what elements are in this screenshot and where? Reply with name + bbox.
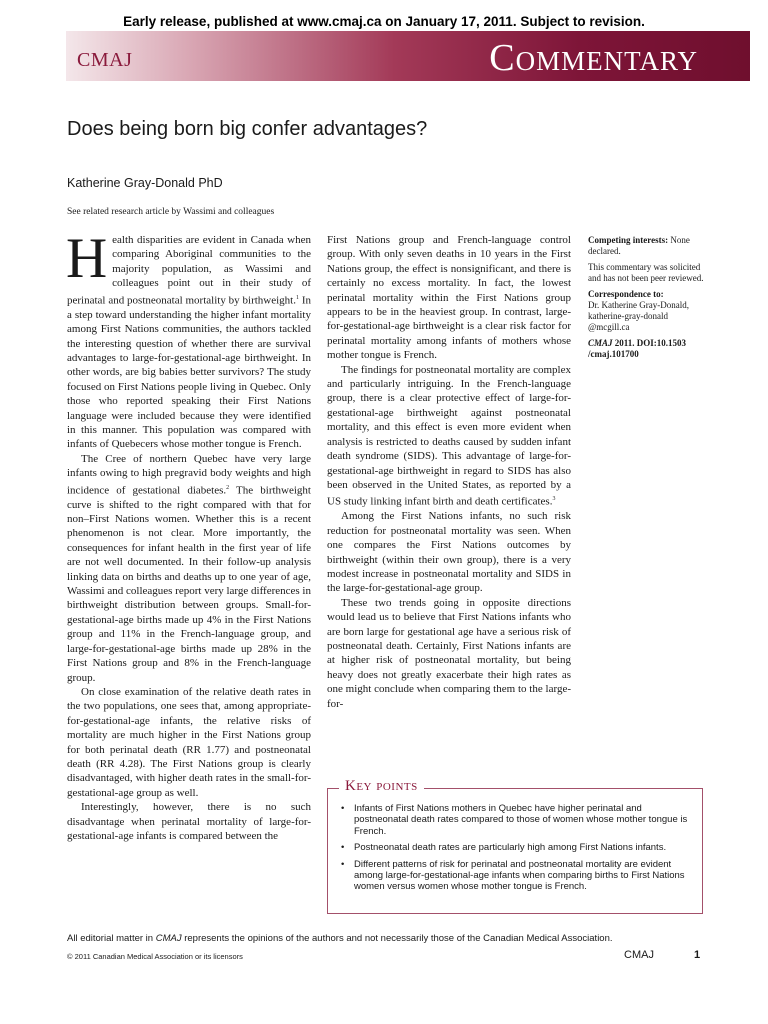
drop-cap: H <box>66 227 108 290</box>
article-sidebar <box>588 235 704 365</box>
paragraph: The findings for postneonatal mortality are complex and particularly intriguing. In the French-language group, there is a clear protective effect of large-for-gestational-age birthweight against postneonatal mortality, and this effect is even more evident when analysis is restricted to deaths caused by sudden infant death syndrome (SIDS). This advantage of large-for-gestational-age birthweight in regard to SIDS has also been observed in the United States, as reported by a US study linking infant birth and death certificates.$^3$ <box>327 363 571 508</box>
key-points-list <box>338 803 692 898</box>
paragraph: Interestingly, however, there is no such disadvantage when perinatal mortality of large-for-gestational-age infants is compared between the <box>67 801 311 842</box>
editorial-disclaimer: All editorial matter in CMAJ represents the opinions of the authors and not necessarily those of the Canadian Medical Association. <box>67 933 613 944</box>
footer-journal-name: CMAJ <box>624 949 654 961</box>
paragraph: On close examination of the relative death rates in the two populations, one sees that, among appropriate-for-gestational-age infants, the relative risks of mortality are much higher in the First Nations group for both perinatal death (RR 1.77) and postneonatal death (RR 4.28). The First Nations group is clearly disadvantaged, with higher death rates in the small-for-gestational-age group as well. <box>67 685 311 799</box>
key-points-title: Key points <box>339 778 424 795</box>
list-item: • Infants of First Nations mothers in Quebec have higher perinatal and postneonatal death rates compared to those of women whose mother tongue is French. <box>338 803 692 837</box>
paragraph: Among the First Nations infants, no such risk reduction for postneonatal mortality was seen. When one compares the First Nations outcomes by birthweight (within their own group), there is a very modest increase in postneonatal mortality and SIDS in the large-for-gestational-age group. <box>327 510 571 595</box>
correspondence: Correspondence to: Dr. Katherine Gray-Donald, katherine-gray-donald @mcgill.ca <box>588 289 689 332</box>
section-label: Commentary <box>489 37 698 79</box>
reference-marker[interactable]: 1 <box>295 294 299 301</box>
article-author: Katherine Gray-Donald PhD <box>67 176 223 190</box>
journal-logo: CMAJ <box>77 49 133 71</box>
article-title: Does being born big confer advantages? <box>67 118 428 140</box>
page-number: 1 <box>694 949 701 961</box>
paragraph: First Nations group and French-language control group. With only seven deaths in 10 years in the First Nations group, the effect is nonsignificant, and there is certainly no excess mortality. In fact, the lowest perinatal mortality within the First Nations group appears to be in the heaviest group. In contrast, large-for-gestational-age birthweight is a clear risk factor for perinatal mortality among infants of mothers whose mother tongue is French. <box>327 234 571 362</box>
body-column-2 <box>327 233 571 711</box>
list-item: • Postneonatal death rates are particularly high among First Nations infants. <box>338 842 692 853</box>
body-column-1 <box>66 227 311 843</box>
related-article-note[interactable]: See related research article by Wassimi and colleagues <box>67 207 275 217</box>
paragraph: The Cree of northern Quebec have very large infants owing to high pregravid body weights and high incidence of gestational diabetes.$^2$ The birthweight curve is shifted to the right compared with that for non–First Nations women. Whether this is a recent phenomenon is not clear. More importantly, the consequences for infant health in the first year of life are not well documented. In their follow-up analysis linking data on births and deaths up to one year of age, Wassimi and colleagues report very large differences in birthweight distribution between groups. Small-for-gestational-age births made up 4% in the First Nations group and 11% in the French-language group, and large-for-gestational-age births made up 28% in the First Nations group and 8% in the French-language group. <box>67 452 311 684</box>
paragraph: These two trends going in opposite directions would lead us to believe that First Nations infants who are born large for gestational age have a serious risk of postneonatal death. Certainly, First Nations infants are at higher risk of postneonatal mortality, but being heavy does not greatly exacerbate their high rates as one might conclude when comparing them to the large-for- <box>327 596 571 710</box>
key-points-box <box>327 778 703 914</box>
reference-marker[interactable]: 2 <box>226 484 230 491</box>
list-item: • Different patterns of risk for perinatal and postneonatal mortality are evident among large-for-gestational-age infants when comparing births to First Nations women versus women whose mother tongue is French. <box>338 859 692 893</box>
competing-interests: Competing interests: None declared. <box>588 235 690 256</box>
copyright-notice: © 2011 Canadian Medical Association or its licensors <box>67 952 243 961</box>
paragraph: Health disparities are evident in Canada when comparing Aboriginal communities to the majority population, as Wassimi and colleagues point out in their study of perinatal and postneonatal mortality by birthweight.$^1$ In a step toward understanding the higher infant mortality among First Nations communities, the authors tackled the interesting question of whether there are survival advantages to large-for-gestational-age birthweight. In other words, are big babies better survivors? The study focused on First Nations people living in Quebec. Only those who reported speaking their First Nations language were included because they were identified in this manner. This population was compared with infants of Quebecers whose mother tongue is French. <box>66 227 311 451</box>
early-release-notice: Early release, published at www.cmaj.ca on January 17, 2011. Subject to revision. <box>123 14 645 29</box>
correspondence-contact[interactable]: Dr. Katherine Gray-Donald, katherine-gray-donald @mcgill.ca <box>588 300 689 332</box>
citation: CMAJ 2011. DOI:10.1503 /cmaj.101700 <box>588 338 687 359</box>
reference-marker[interactable]: 3 <box>552 496 556 503</box>
peer-review-note: This commentary was solicited and has not been peer reviewed. <box>588 262 704 283</box>
